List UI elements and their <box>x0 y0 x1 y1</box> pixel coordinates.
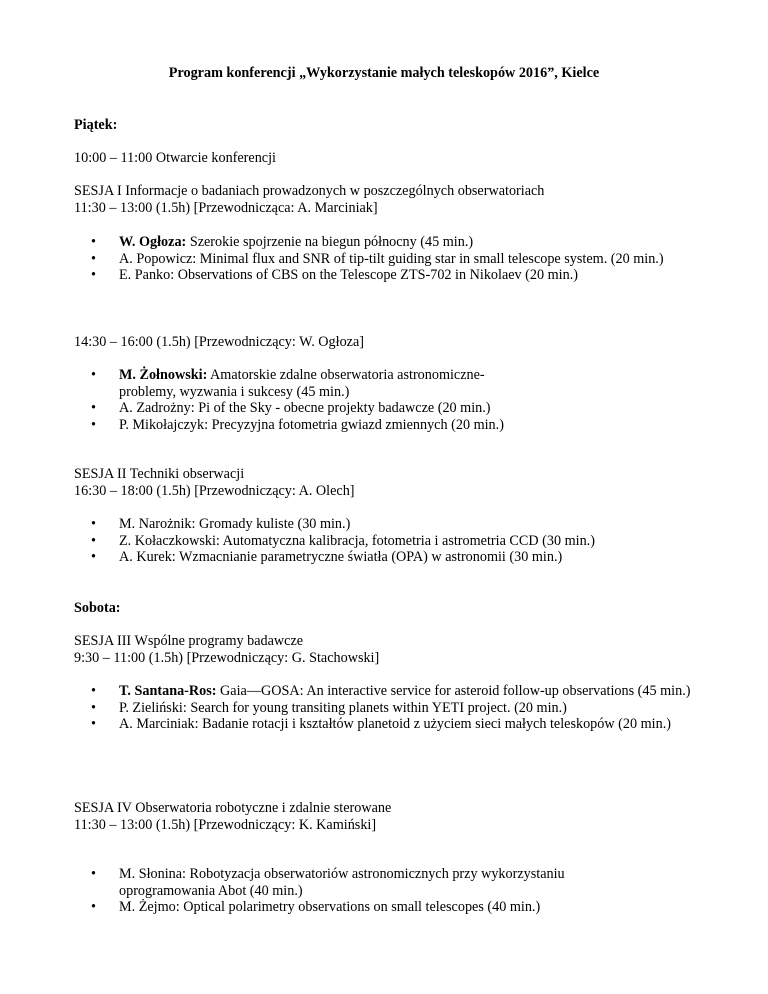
bullet-icon: • <box>91 532 96 549</box>
bullet-icon: • <box>91 234 96 250</box>
session-4-header <box>74 800 391 833</box>
session-2-time: 16:30 – 18:00 (1.5h) [Przewodniczący: A. Olech] <box>74 482 355 499</box>
talk-text: A. Popowicz: Minimal flux and SNR of tip-tilt guiding star in small telescope system. (20 min.) <box>119 250 664 267</box>
session-3-talks <box>0 683 699 733</box>
session-1-title: SESJA I Informacje o badaniach prowadzonych w poszczególnych obserwatoriach <box>74 183 545 199</box>
talk-item <box>0 716 699 733</box>
session-4-title: SESJA IV Obserwatoria robotyczne i zdalnie sterowane <box>74 800 392 816</box>
talk-speaker: T. Santana-Ros: <box>119 683 217 699</box>
talk-item <box>0 899 699 916</box>
talk-speaker: W. Ogłoza: <box>119 234 187 250</box>
talk-text: A. Kurek: Wzmacnianie parametryczne światła (OPA) w astronomii (30 min.) <box>119 549 563 565</box>
talk-speaker: M. Żołnowski: <box>119 367 208 383</box>
talk-text: E. Panko: Observations of CBS on the Telescope ZTS-702 in Nikolaev (20 min.) <box>119 267 578 283</box>
talk-item <box>0 533 699 550</box>
session-2-talks <box>0 516 699 566</box>
talk-text: Szerokie spojrzenie na biegun północny (45 min.) <box>186 234 474 250</box>
talk-item <box>0 251 699 268</box>
day-heading-friday: Piątek: <box>74 117 118 133</box>
talk-item <box>0 267 699 284</box>
page-title: Program konferencji „Wykorzystanie małych teleskopów 2016”, Kielce <box>168 65 600 81</box>
talk-text: Amatorskie zdalne obserwatoria astronomiczne- problemy, wyzwania i sukcesy (45 min.) <box>119 367 485 400</box>
bullet-icon: • <box>91 367 96 383</box>
bullet-icon: • <box>91 899 96 915</box>
session-3-time: 9:30 – 11:00 (1.5h) [Przewodniczący: G. Stachowski] <box>74 649 380 666</box>
bullet-icon: • <box>91 416 96 433</box>
session-2-header <box>74 466 355 499</box>
talk-item <box>0 400 699 417</box>
talk-text: M. Narożnik: Gromady kuliste (30 min.) <box>119 516 351 532</box>
bullet-icon: • <box>91 516 96 532</box>
day-heading-saturday: Sobota: <box>74 600 121 616</box>
session-1b-time: 14:30 – 16:00 (1.5h) [Przewodniczący: W. Ogłoza] <box>74 334 364 350</box>
talk-text: M. Słonina: Robotyzacja obserwatoriów astronomicznych przy wykorzystaniu oprogramowania Abot (40 min.) <box>119 866 565 899</box>
bullet-icon: • <box>91 716 96 732</box>
session-1-header <box>74 183 544 216</box>
talk-item <box>0 516 699 533</box>
opening-line: 10:00 – 11:00 Otwarcie konferencji <box>74 150 276 166</box>
session-4-talks <box>0 866 699 916</box>
talk-text: P. Mikołajczyk: Precyzyjna fotometria gwiazd zmiennych (20 min.) <box>119 416 504 433</box>
session-2-title: SESJA II Techniki obserwacji <box>74 466 245 482</box>
bullet-icon: • <box>91 267 96 283</box>
session-1b-talks <box>0 367 699 433</box>
talk-item <box>0 866 699 899</box>
session-1-time: 11:30 – 13:00 (1.5h) [Przewodnicząca: A. Marciniak] <box>74 199 378 216</box>
bullet-icon: • <box>91 699 96 716</box>
talk-item <box>0 234 699 251</box>
talk-text: P. Zieliński: Search for young transiting planets within YETI project. (20 min.) <box>119 699 567 716</box>
talk-text: A. Marciniak: Badanie rotacji i kształtów planetoid z użyciem sieci małych teleskopów (20 min.) <box>119 716 671 732</box>
bullet-icon: • <box>91 549 96 565</box>
talk-item <box>0 700 699 717</box>
talk-item <box>0 367 699 400</box>
bullet-icon: • <box>91 866 96 882</box>
talk-text: Gaia—GOSA: An interactive service for asteroid follow-up observations (45 min.) <box>216 683 691 699</box>
session-1-talks <box>0 234 699 284</box>
bullet-icon: • <box>91 250 96 267</box>
bullet-icon: • <box>91 683 96 699</box>
talk-item <box>0 417 699 434</box>
talk-text: Z. Kołaczkowski: Automatyczna kalibracja, fotometria i astrometria CCD (30 min.) <box>119 532 595 549</box>
talk-item <box>0 683 699 700</box>
session-3-title: SESJA III Wspólne programy badawcze <box>74 633 304 649</box>
talk-text: A. Zadrożny: Pi of the Sky - obecne projekty badawcze (20 min.) <box>119 400 491 416</box>
bullet-icon: • <box>91 400 96 416</box>
session-3-header <box>74 633 379 666</box>
talk-item <box>0 549 699 566</box>
talk-text: M. Żejmo: Optical polarimetry observations on small telescopes (40 min.) <box>119 899 541 915</box>
session-4-time: 11:30 – 13:00 (1.5h) [Przewodniczący: K. Kamiński] <box>74 816 377 833</box>
